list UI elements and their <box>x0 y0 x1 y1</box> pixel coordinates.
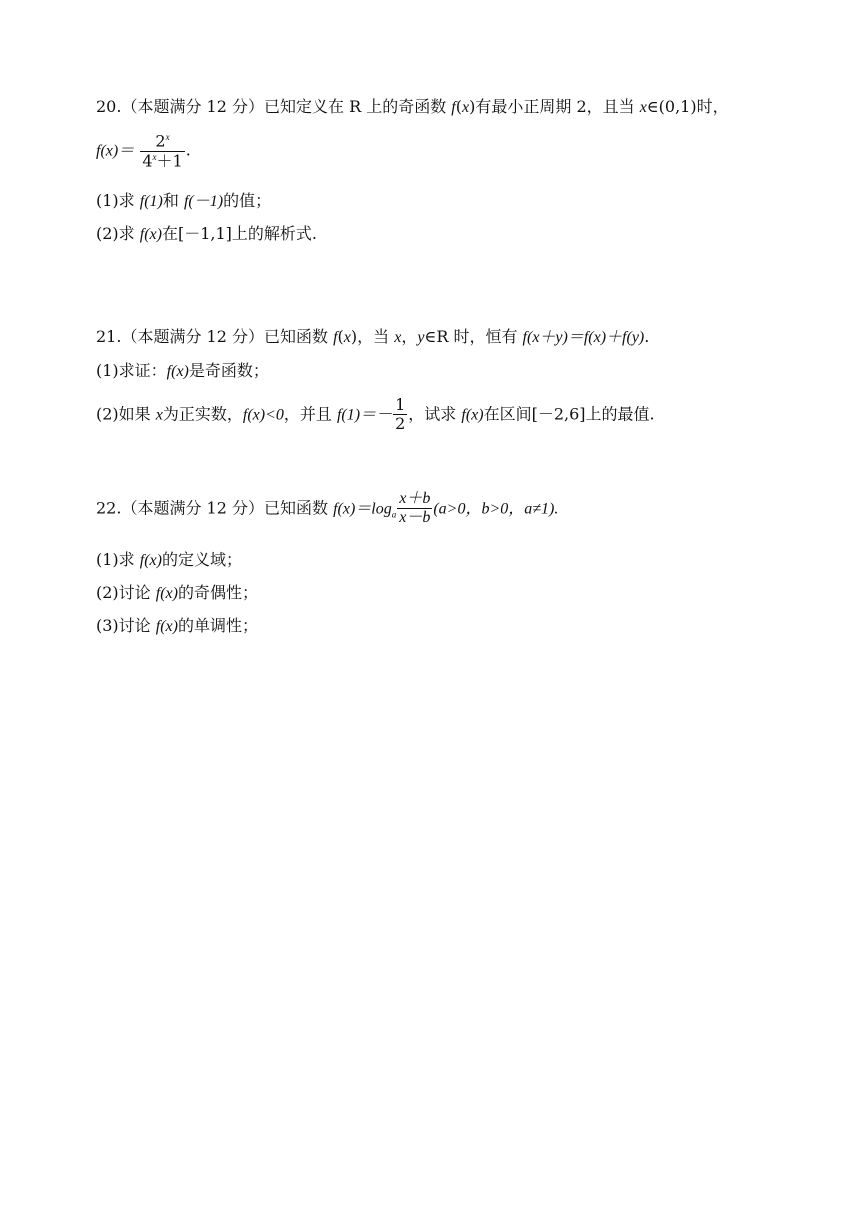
problem-22-header: 22.（本题满分 12 分）已知函数 $f(x)=\log_a$ $\frac{x+b}{x-b}$ (a>0，b>0，a≠1). <box>96 490 559 527</box>
fraction: $\frac{1}{2}$ <box>395 395 406 434</box>
fraction: $\frac{x+b}{x-b}$ <box>399 490 431 527</box>
problem-21-header: 21.（本题满分 12 分）已知函数 f(x)，当 x，y∈R 时，恒有 f(x＋y)＝f(x)＋f(y). <box>96 327 650 346</box>
problem-22-part-3: (3)讨论 f(x)的单调性； <box>96 616 258 635</box>
problem-22-part-1: (1)求 f(x)的定义域； <box>96 550 242 569</box>
problem-21-part-1: (1)求证：f(x)是奇函数； <box>96 361 269 380</box>
problem-20-definition: f(x)＝ $\frac{2^x}{4^x+1}$ . <box>96 131 191 171</box>
problem-22-part-2: (2)讨论 f(x)的奇偶性； <box>96 583 258 602</box>
problem-20-part-2: (2)求 f(x)在[－1,1]上的解析式. <box>96 224 317 243</box>
problem-20-header: 20.（本题满分 12 分）已知定义在 R 上的奇函数 f(x)有最小正周期 2，且当 x∈(0,1)时， <box>96 97 729 116</box>
fraction: $\frac{2^x}{4^x+1}$ <box>142 131 183 171</box>
problem-21-part-2: (2)如果 x为正实数，f(x)<0，并且 f(1)＝－ $\frac{1}{2}$ ，试求 f(x)在区间[－2,6]上的最值. <box>96 395 655 434</box>
problem-20-part-1: (1)求 f(1)和 f(－1)的值； <box>96 191 272 210</box>
